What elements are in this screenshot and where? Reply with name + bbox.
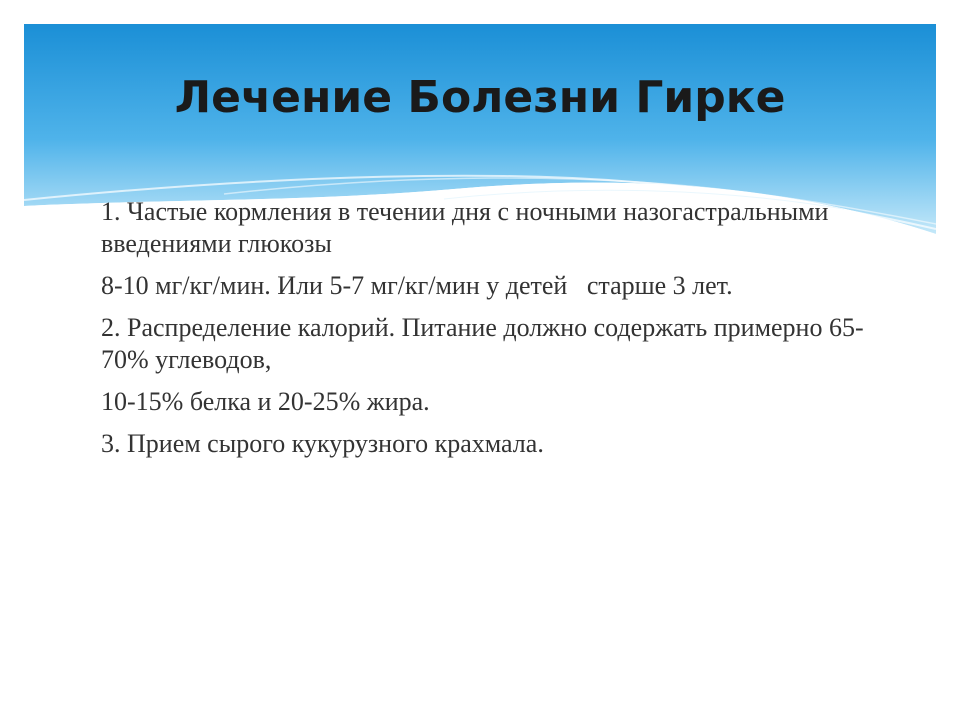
slide-body [101,196,871,470]
paragraph-calorie-distribution: 2. Распределение калорий. Питание должно содержать примерно 65-70% углеводов, [101,313,864,374]
paragraph-feeding: 1. Частые кормления в течении дня с ночными назогастральными введениями глюкозы [101,197,835,258]
paragraph-glucose-rate: 8-10 мг/кг/мин. Или 5-7 мг/кг/мин у детей старше 3 лет. [101,271,733,300]
paragraph-cornstarch: 3. Прием сырого кукурузного крахмала. [101,429,544,458]
paragraph-protein-fat: 10-15% белка и 20-25% жира. [101,387,430,416]
slide-title: Лечение Болезни Гирке [174,72,786,123]
